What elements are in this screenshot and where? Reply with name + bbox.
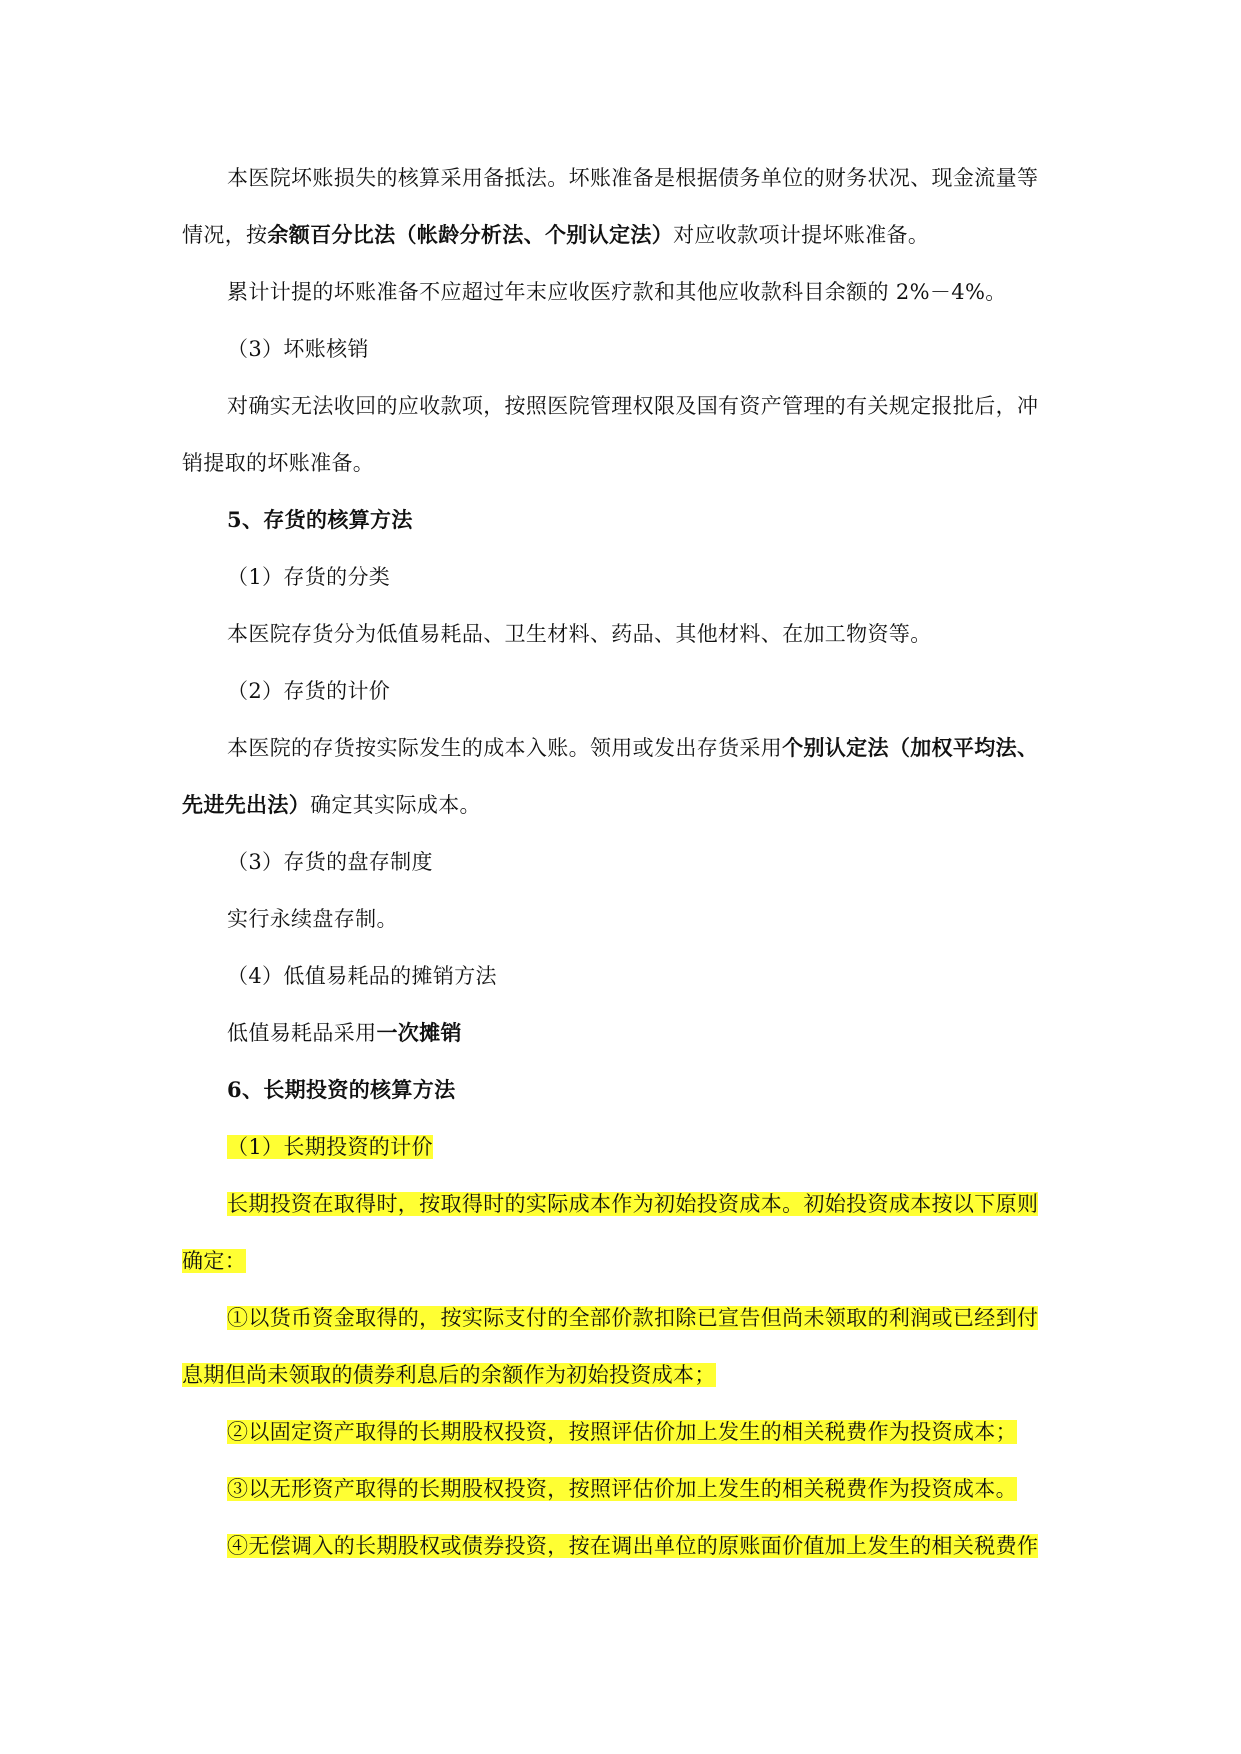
paragraph-line: 低值易耗品采用一次摊销 [227, 1020, 462, 1045]
subheading: （3）坏账核销 [227, 337, 369, 361]
highlighted-line: ④无偿调入的长期股权或债券投资，按在调出单位的原账面价值加上发生的相关税费作 [227, 1534, 1039, 1558]
subheading: （4）低值易耗品的摊销方法 [227, 964, 497, 988]
paragraph-line: 销提取的坏账准备。 [182, 451, 375, 475]
highlighted-line: ②以固定资产取得的长期股权投资，按照评估价加上发生的相关税费作为投资成本； [227, 1420, 1017, 1444]
paragraph-line: 实行永续盘存制。 [227, 907, 398, 931]
paragraph-line: 对确实无法收回的应收款项，按照医院管理权限及国有资产管理的有关规定报批后，冲 [227, 394, 1039, 418]
highlighted-subheading: （1）长期投资的计价 [227, 1135, 433, 1159]
bold-term: 个别认定法（加权平均法、 [782, 735, 1039, 760]
highlighted-line: ①以货币资金取得的，按实际支付的全部价款扣除已宣告但尚未领取的利润或已经到付 [227, 1306, 1039, 1330]
paragraph-line: 本医院存货分为低值易耗品、卫生材料、药品、其他材料、在加工物资等。 [227, 622, 932, 646]
section-heading: 6、长期投资的核算方法 [227, 1077, 456, 1102]
paragraph-line: 累计计提的坏账准备不应超过年末应收医疗款和其他应收款科目余额的 2%－4%。 [227, 280, 1007, 304]
subheading: （1）存货的分类 [227, 565, 391, 589]
section-heading: 5、存货的核算方法 [227, 507, 413, 532]
bold-term: 余额百分比法（帐龄分析法、个别认定法） [267, 222, 674, 247]
bold-term: 先进先出法） [182, 792, 311, 817]
highlighted-line: 确定： [182, 1249, 247, 1273]
subheading: （3）存货的盘存制度 [227, 850, 433, 874]
highlighted-line: 息期但尚未领取的债券利息后的余额作为初始投资成本； [182, 1363, 716, 1387]
highlighted-line: 长期投资在取得时，按取得时的实际成本作为初始投资成本。初始投资成本按以下原则 [227, 1192, 1039, 1216]
paragraph-line: 本医院坏账损失的核算采用备抵法。坏账准备是根据债务单位的财务状况、现金流量等 [227, 166, 1039, 190]
paragraph-line: 先进先出法）确定其实际成本。 [182, 792, 481, 817]
paragraph-line: 情况，按余额百分比法（帐龄分析法、个别认定法）对应收款项计提坏账准备。 [182, 222, 930, 247]
subheading: （2）存货的计价 [227, 679, 391, 703]
paragraph-line: 本医院的存货按实际发生的成本入账。领用或发出存货采用个别认定法（加权平均法、 [227, 735, 1039, 760]
highlighted-line: ③以无形资产取得的长期股权投资，按照评估价加上发生的相关税费作为投资成本。 [227, 1477, 1017, 1501]
bold-term: 一次摊销 [376, 1020, 462, 1045]
